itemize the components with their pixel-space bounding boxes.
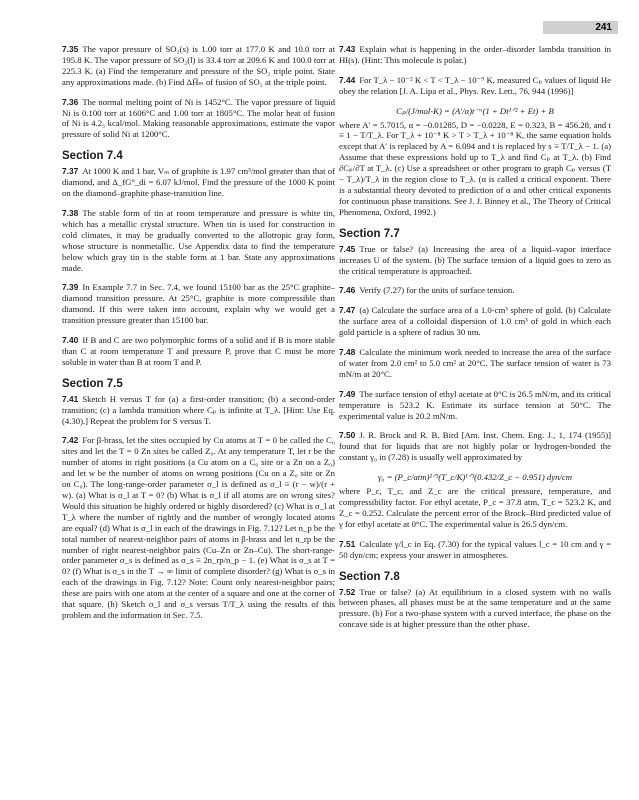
section-heading: Section 7.8	[339, 570, 400, 583]
problem-number: 7.42	[62, 435, 79, 446]
problem-number: 7.48	[339, 347, 356, 358]
problem-text: Calculate the minimum work needed to increase the area of the surface of water from 2.0 cm² to 5.0 cm² at 20°C. The surface tension of water is 73 mN/m at 20°C.	[339, 347, 611, 379]
left-column	[62, 44, 335, 630]
problem-text: Verify (7.27) for the units of surface tension.	[359, 285, 515, 296]
problem-item	[62, 208, 335, 273]
problem-text: At 1000 K and 1 bar, Vₘ of graphite is 1.97 cm³/mol greater than that of diamond, and Δ_fG°_di = 6.07 kJ/mol. Find the pressure of the 1000 K point on the diamond–graphite phase-transition line.	[62, 166, 335, 199]
problem-number: 7.35	[62, 44, 79, 54]
equation: γ₀ = (P_c/atm)²ᐟ³(T_c/K)¹ᐟ³(0.432/Z_c − 0.951) dyn/cm	[378, 472, 572, 483]
problem-item	[339, 244, 611, 277]
section-heading: Section 7.4	[62, 150, 123, 163]
problem-number: 7.47	[339, 305, 356, 316]
problem-text: The normal melting point of Ni is 1452°C. The vapor pressure of liquid Ni is 0.100 torr at 1606°C and 1.00 torr at 1805°C. The molar heat of fusion of Ni is 4.2₅ kcal/mol. Making reasonable approximations, estimate the vapor pressure of solid Ni at 1200°C.	[62, 96, 335, 140]
problem-item	[62, 435, 335, 620]
problem-item	[62, 282, 335, 326]
section-heading: Section 7.5	[62, 377, 123, 390]
section-heading: Section 7.7	[339, 227, 400, 240]
problem-number: 7.44	[339, 74, 356, 85]
problem-item	[339, 539, 611, 561]
equation: Cₚ/(J/mol-K) = (A′/α)t⁻ᵅ(1 + Dt¹ᐟ² + Et) + B	[396, 105, 554, 116]
problem-text: The vapor pressure of SO₂(s) is 1.00 torr at 177.0 K and 10.0 torr at 195.8 K. The vapor pressure of SO₂(l) is 33.4 torr at 209.6 K and 100.0 torr at 225.3 K. (a) Find the temperature and pressure of the SO₂ triple point. State any approximations made. (b) Find ΔH̄ₘ of fusion of SO₂ at the triple point.	[62, 44, 335, 87]
problem-text: If B and C are two polymorphic forms of a solid and if B is more stable than C at room temperature T and pressure P, prove that C must be more soluble in water than B at room T and P.	[62, 335, 335, 367]
problem-item	[62, 166, 335, 199]
problem-text: The surface tension of ethyl acetate at 0°C is 26.5 mN/m, and its critical temperature is 523.2 K. Estimate its surface tension at 50°C. The experimental value is 20.2 mN/m.	[339, 388, 611, 421]
problem-number: 7.49	[339, 388, 356, 399]
problem-text: For T_λ − 10⁻² K < T < T_λ − 10⁻⁹ K, measured Cₚ values of liquid He obey the relation [J. A. Lipa et al., Phys. Rev. Lett., 76, 944 (1996)]	[339, 74, 611, 96]
problem-number: 7.40	[62, 335, 79, 346]
right-column	[339, 44, 611, 639]
problem-number: 7.38	[62, 207, 79, 218]
problem-item	[62, 335, 335, 368]
problem-number: 7.41	[62, 393, 79, 404]
problem-item	[339, 430, 611, 463]
problem-item	[339, 44, 611, 66]
problem-number: 7.46	[339, 285, 356, 296]
problem-text: Explain what is happening in the order–disorder lambda transition in HI(s). (Hint: This molecule is polar.)	[339, 44, 611, 65]
problem-item	[62, 44, 335, 88]
problem-number: 7.37	[62, 166, 79, 177]
problem-item	[339, 389, 611, 422]
problem-text: True or false? (a) At equilibrium in a closed system with no walls between phases, all phases must be at the same temperature and at the same pressure. (b) For a two-phase system with a curved interface, the phase on the concave side is at higher pressure than the other phase.	[339, 586, 611, 630]
problem-number: 7.36	[62, 96, 79, 107]
problem-text: (a) Calculate the surface area of a 1.0-cm³ sphere of gold. (b) Calculate the surface area of a colloidal dispersion of 1.0 cm³ of gold in which each gold particle is a sphere of radius 30 nm.	[339, 305, 611, 338]
problem-text: True or false? (a) Increasing the area of a liquid–vapor interface increases U of the system. (b) The surface tension of a liquid goes to zero as the critical temperature is approached.	[339, 243, 611, 276]
problem-number: 7.50	[339, 430, 356, 441]
problem-item	[339, 285, 611, 296]
problem-item	[339, 75, 611, 97]
problem-item	[339, 587, 611, 631]
problem-text: In Example 7.7 in Sec. 7.4, we found 15100 bar as the 25°C graphite–diamond transition pressure. At 25°C, graphite is more compressible than diamond. If this were taken into account, explain why we would get a transition pressure greater than 15100 bar.	[62, 282, 335, 326]
problem-text: The stable form of tin at room temperature and pressure is white tin, which has a metallic crystal structure. When tin is used for construction in cold climates, it may be gradually converted to the allotropic gray form, whose structure is nonmetallic. Use Appendix data to find the temperature below which gray tin is the stable form at 1 bar. State any approximations made.	[62, 207, 335, 273]
page-number: 241	[595, 22, 612, 33]
problem-text: For β-brass, let the sites occupied by Cu atoms at T = 0 be called the C₀ sites and let the T = 0 Zn sites be called Z₀. At any temperature T, let r be the number of atoms in right positions (a Cu atom on a C₀ site or a Zn on a Z₀) and let w be the number of atoms on wrong positions (Cu on a Z₀ site or Zn on C₀). The long-range-order parameter σ_l is defined as σ_l ≡ (r − w)/(r + w). (a) What is σ_l at T = 0? (b) What is σ_l if all atoms are on wrong sites? Would this situation be highly ordered or highly disordered? (c) What is σ_l at T_λ where the number of rightly and the number of wrongly located atoms are equal? (d) What is σ_l in each of the drawings in Fig. 7.12? Let n_p be the total number of nearest-neighbor pairs of atoms in β-brass and let n_rp be the number of right nearest-neighbor pairs (Cu–Zn or Zn–Cu). The short-range-order parameter σ_s is defined as σ_s ≡ 2n_rp/n_p − 1. (e) What is σ_s at T = 0? (f) What is σ_s in the T → ∞ limit of complete disorder? (g) What is σ_s in each of the drawings in Fig. 7.12? Note: Count only nearest-neighbor pairs; these are pairs with one atom at the center of a square and one at the corner of that square. (h) Sketch σ_l and σ_s versus T/T_λ using the results of this problem and the information in Sec. 7.5.	[62, 435, 335, 620]
problem-number: 7.45	[339, 243, 356, 254]
paragraph-text: where P_c, T_c, and Z_c are the critical pressure, temperature, and compressibility factor. For ethyl acetate, P_c = 37.8 atm, T_c = 523.2 K, and Z_c = 0.252. Calculate the percent error of the Brock–Bird predicted value of γ for ethyl acetate at 0°C. The experimental value is 26.5 dyn/cm.	[339, 486, 611, 529]
problem-text: Sketch H versus T for (a) a first-order transition; (b) a second-order transition; (c) a lambda transition where Cₚ is infinite at T_λ. [Hint: Use Eq. (4.30).] Repeat the problem for S versus T.	[62, 393, 335, 426]
problem-item	[62, 97, 335, 141]
paragraph-text: where A′ = 5.7015, α = −0.01285, D = −0.0228, E = 0.323, B = 456.28, and t ≡ 1 − T/T_λ. For T_λ + 10⁻⁸ K > T > T_λ + 10⁻⁸ K, the same equation holds except that A′ is replaced by A = 6.094 and t is replaced by s ≡ T/T_λ − 1. (a) Assume that these expressions hold up to T_λ and find Cₚ at T_λ. (b) Find ∂Cₚ/∂T at T_λ. (c) Use a spreadsheet or other program to graph Cₚ versus (T − T_λ)/T_λ in the region close to T_λ. (α is called a critical exponent. There is a substantial theory devoted to prediction of α and other critical exponents for continuous phase transitions. See J. J. Binney et al., The Theory of Critical Phenomena, Oxford, 1992.)	[339, 119, 611, 217]
problem-item	[339, 305, 611, 338]
problem-item	[339, 347, 611, 380]
problem-number: 7.43	[339, 44, 356, 54]
problem-number: 7.51	[339, 538, 356, 549]
page-number-bar	[543, 21, 618, 34]
problem-number: 7.52	[339, 586, 356, 597]
problem-text: Calculate γ/l_c in Eq. (7.30) for the typical values l_c = 10 cm and γ = 50 dyn/cm; express your answer in atmospheres.	[339, 538, 611, 560]
problem-item	[62, 394, 335, 427]
problem-text: J. R. Brock and R. B. Bird [Am. Inst. Chem. Eng. J., 1, 174 (1955)] found that for liquids that are not highly polar or hydrogen-bonded the constant γ₀ in (7.28) is usually well approximated by	[339, 430, 611, 463]
problem-number: 7.39	[62, 282, 79, 293]
